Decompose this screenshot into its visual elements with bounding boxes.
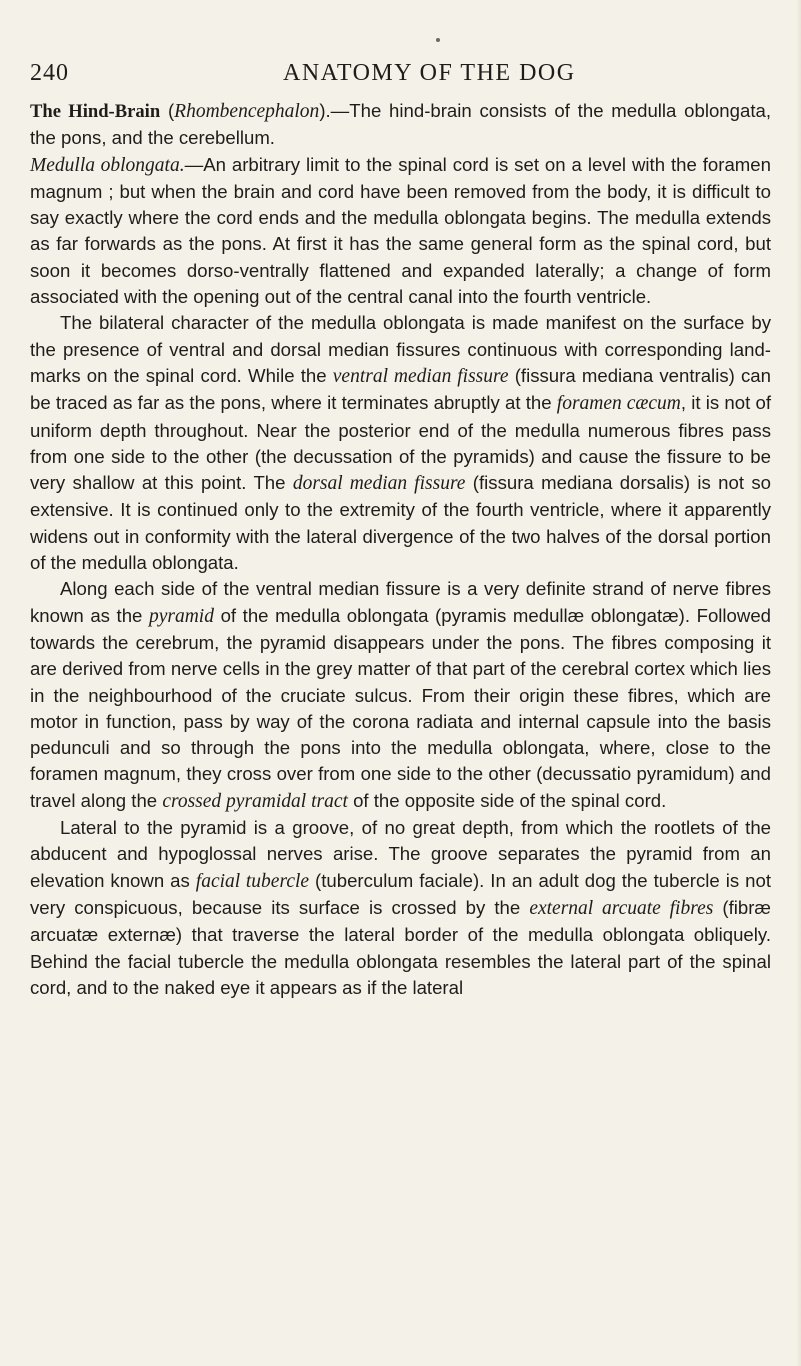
page-header [30, 60, 690, 90]
term-facial-tubercle: facial tubercle [195, 870, 310, 892]
paragraph-lateral-groove: Lateral to the pyramid is a groove, of no great depth, from which the rootlets of the abducent and hypoglossal nerves arise. The groove separates the pyramid from an elevation known as facial tubercle (tuberculum faciale). In an adult dog the tubercle is not very conspicuous, because its surface is crossed by the external arcuate fibres (fibræ arcuatæ externæ) that traverse the lateral border of the medulla oblongata obliquely. Behind the facial tubercle the medulla oblongata resembles the lateral part of the spinal cord, and to the naked eye it appears as if the lateral [30, 817, 771, 998]
paragraph-pyramid: Along each side of the ventral median fissure is a very definite strand of nerve fibres known as the pyramid of the medulla oblongata (pyramis medullæ oblongatæ). Followed towards the cerebrum, the pyramid disappears under the pons. The fibres composing it are derived from nerve cells in the grey matter of that part of the cerebral cortex which lies in the neighbourhood of the cruciate sulcus. From their origin these fibres, which are motor in function, pass by way of the corona radiata and internal capsule into the basis pedunculi and so through the pons into the medulla oblongata, where, close to the foramen magnum, they cross over from one side to the other (decussatio pyramidum) and travel along the crossed pyramidal tract of the opposite side of the spinal cord. [30, 578, 772, 812]
paragraph-medulla: Medulla oblongata.—An arbitrary limit to the spinal cord is set on a level with the foramen magnum ; but when the brain and cord have been removed from the body, it is difficult to say exactly where the cord ends and the medulla oblongata begins. The medulla extends as far forwards as the pons. At first it has the same general form as the spinal cord, but soon it becomes dorso-ventrally flattened and expanded laterally; a change of form associated with the opening out of the central canal into the fourth ventricle. [30, 153, 771, 308]
term-dorsal-median-fissure: dorsal median fissure [292, 473, 466, 495]
term-pyramid: pyramid [148, 605, 214, 627]
term-foramen-caecum: foramen cæcum [556, 393, 681, 415]
term-crossed-pyramidal-tract: crossed pyramidal tract [162, 790, 348, 812]
running-head: ANATOMY OF THE DOG [283, 60, 576, 86]
paragraph-hind-brain: The Hind-Brain (Rhombencephalon).—The hind-brain consists of the medulla oblongata, the pons, and the cerebellum. [30, 100, 772, 149]
term-ventral-median-fissure: ventral median fissure [332, 365, 509, 387]
latin-term: Rhombencephalon [174, 101, 320, 122]
print-mark [436, 38, 440, 42]
page-edge [796, 0, 801, 1366]
body-text [30, 98, 771, 1001]
subsection-heading: Medulla oblongata. [30, 154, 185, 176]
term-external-arcuate-fibres: external arcuate fibres [529, 897, 714, 919]
page-number: 240 [30, 60, 69, 86]
section-heading: The Hind-Brain [30, 101, 161, 122]
paragraph-fissures: The bilateral character of the medulla oblongata is made manifest on the surface by the presence of ventral and dorsal median fissures continuous with corresponding land-marks on the spinal cord. While the ventral median fissure (fissura mediana ventralis) can be traced as far as the pons, where it terminates abruptly at the foramen cæcum, it is not of uniform depth throughout. Near the posterior end of the medulla numerous fibres pass from one side to the other (the decussation of the pyramids) and cause the fissure to be very shallow at this point. The dorsal median fissure (fissura mediana dorsalis) is not so extensive. It is continued only to the extremity of the fourth ventricle, where it apparently widens out in conformity with the lateral divergence of the two halves of the dorsal portion of the medulla oblongata. [30, 312, 771, 574]
